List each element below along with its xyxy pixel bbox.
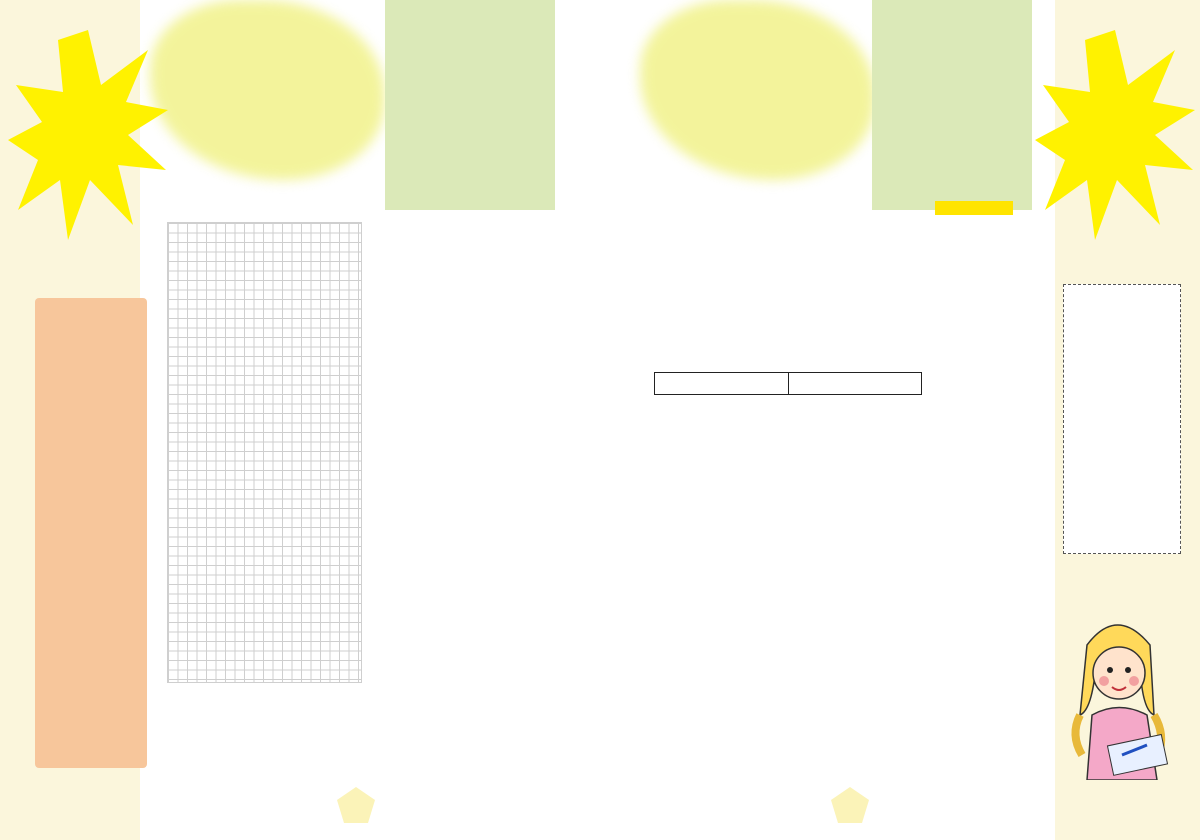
green-header-box-right xyxy=(872,0,1032,210)
rebus-answers-box xyxy=(35,298,147,768)
yellow-marker-swatch xyxy=(935,201,1013,215)
page-number-badge-right xyxy=(830,786,870,824)
player1-header xyxy=(655,373,789,395)
graph-paper-grid xyxy=(167,222,362,683)
rules-text-right xyxy=(654,528,1049,546)
score-table xyxy=(654,372,922,395)
page-number-badge-left xyxy=(336,786,376,824)
star-burst-icon xyxy=(1035,30,1195,240)
girl-illustration-icon xyxy=(1062,605,1172,780)
player2-header xyxy=(788,373,922,395)
rules-text-left xyxy=(367,218,552,236)
shiritori-info-box xyxy=(1063,284,1181,554)
star-burst-icon xyxy=(8,30,168,240)
green-header-box-left xyxy=(385,0,555,210)
